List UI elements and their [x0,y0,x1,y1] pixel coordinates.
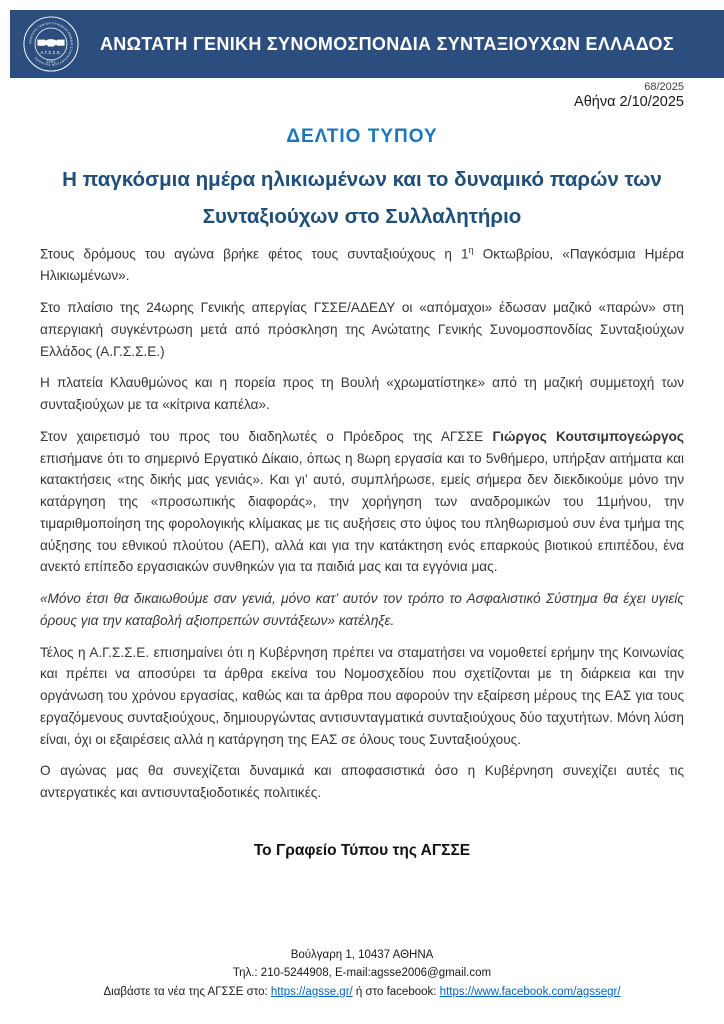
footer-between-links: ή στο facebook: [352,985,440,998]
agsse-website-link[interactable]: https://agsse.gr/ [270,985,353,998]
paragraph-7: Ο αγώνας μας θα συνεχίζεται δυναμικά και αποφασιστικά όσο η Κυβέρνηση συνεχίζει αυτές τις αντεργατικές και αντισυνταξιοδοτικές πολιτικές. [40,763,684,801]
document-body [40,243,684,814]
document-footer [0,946,724,1001]
paragraph-1-text: Στους δρόμους του αγώνα βρήκε φέτος τους συνταξιούχους η 1 [40,246,469,262]
footer-address: Βούλγαρη 1, 10437 ΑΘΗΝΑ [290,949,434,961]
header-banner [10,10,724,78]
seal-year: 2004 [46,59,56,64]
president-name: Γιώργος Κουτσιμπογεώργος [492,428,684,444]
footer-news-prefix: Διαβάστε τα νέα της ΑΓΣΣΕ στο: [103,985,271,998]
paragraph-3: Η πλατεία Κλαυθμώνος και η πορεία προς τη Βουλή «χρωματίστηκε» από τη μαζική συμμετοχή των συνταξιούχων με τα «κίτρινα καπέλα». [40,375,684,413]
agsse-seal-logo [22,15,80,73]
ordinal-superscript: η [468,245,474,255]
document-title-line1: Η παγκόσμια ημέρα ηλικιωμένων και το δυναμικό παρών των [62,168,662,191]
document-title-line2: Συνταξιούχων στο Συλλαλητήριο [202,204,522,228]
paragraph-4-text-cont: επισήμανε ότι το σημερινό Εργατικό Δίκαιο, όπως η 8ωρη εργασία και το 5νθήμερο, υπήρξαν αιτήματα και κατακτήσεις «της δικής μας γενιάς». Και γι’ αυτό, συμπλήρωσε, εμείς σήμερα δεν διεκδικούμε μόνο την κατάργηση της «προσωπικής διαφοράς», την χορήγηση των αναδρομικών του 11μήνου, την τιμαριθμοποίηση της φορολογικής κλίμακας με τις αυξήσεις στο ύψος του πληθωρισμού συν ένα τμήμα της αύξησης του εθνικού πλούτου (ΑΕΠ), αλλά και για την κατάκτηση ενός επαρκούς βιοτικού επιπέδου, ένα ανεκτό επίπεδο εργασιακών συνθηκών για τα παιδιά μας και τα εγγόνια μας. [40,450,684,575]
document-title [42,162,682,236]
paragraph-2: Στο πλαίσιο της 24ωρης Γενικής απεργίας ΓΣΣΕ/ΑΔΕΔΥ οι «απόμαχοι» έδωσαν μαζικό «παρών» στη απεργιακή συγκέντρωση μετά από πρόσκληση της Ανώτατης Γενικής Συνομοσπονδίας Συνταξιούχων Ελλάδος (Α.Γ.Σ.Σ.Ε.) [40,300,684,359]
seal-acronym: Α.Γ.Σ.Σ.Ε. [40,50,62,56]
protocol-number: 68/2025 [644,81,684,93]
footer-contact: Τηλ.: 210-5244908, E-mail:agsse2006@gmail.com [232,967,492,980]
paragraph-1-text-cont: Οκτωβρίου, «Παγκόσμια Ημέρα Ηλικιωμένων». [40,246,684,284]
organization-name: ΑΝΩΤΑΤΗ ΓΕΝΙΚΗ ΣΥΝΟΜΟΣΠΟΝΔΙΑ ΣΥΝΤΑΞΙΟΥΧΩΝ ΕΛΛΑΔΟΣ [100,33,674,54]
paragraph-4 [40,426,684,578]
paragraph-6: Τέλος η Α.Γ.Σ.Σ.Ε. επισημαίνει ότι η Κυβέρνηση πρέπει να σταματήσει να νομοθετεί ερήμην της Κοινωνίας και πρέπει να αποσύρει τα άρθρα εκείνα του Νομοσχεδίου που σχετίζονται με τη διάρκεια και την οργάνωση του χρόνου εργασίας, καθώς και τα άρθρα που αφορούν την εξαίρεση μέρους της ΕΑΣ για τους εργαζόμενους συνταξιούχους, δημιουργώντας αντισυνταγματικά συνταξιούχους δύο ταχυτήτων. Μόνη λύση είναι, όχι οι εξαιρέσεις αλλά η κατάργηση της ΕΑΣ σε όλους τους Συνταξιούχους. [40,644,684,747]
handshake-icon [37,39,64,47]
press-office-signature: Το Γραφείο Τύπου της ΑΓΣΣΕ [253,842,471,859]
agsse-facebook-link[interactable]: https://www.facebook.com/agssegr/ [439,985,621,998]
seal-ring-text: ΑΝΩΤΑΤΗ ΓΕΝΙΚΗ ΣΥΝΟΜΟΣΠΟΝΔΙΑ ΣΥΝΤΑΞΙΟΥΧΩΝ ΕΛΛΑΔΟΣ [28,21,74,67]
footer-links-line [0,983,724,1001]
document-meta [574,81,684,110]
paragraph-5-quote: «Μόνο έτσι θα δικαιωθούμε σαν γενιά, μόνο κατ’ αυτόν τον τρόπο το Ασφαλιστικό Σύστημα θα έχει υγιείς όρους για την καταβολή αξιοπρεπών συντάξεων» κατέληξε. [40,591,684,628]
dateline: Αθήνα 2/10/2025 [574,94,684,110]
paragraph-4-text: Στον χαιρετισμό του προς του διαδηλωτές ο Πρόεδρος της ΑΓΣΣΕ [40,428,493,444]
paragraph-1 [40,243,684,287]
press-release-label: ΔΕΛΤΙΟ ΤΥΠΟΥ [286,126,438,147]
